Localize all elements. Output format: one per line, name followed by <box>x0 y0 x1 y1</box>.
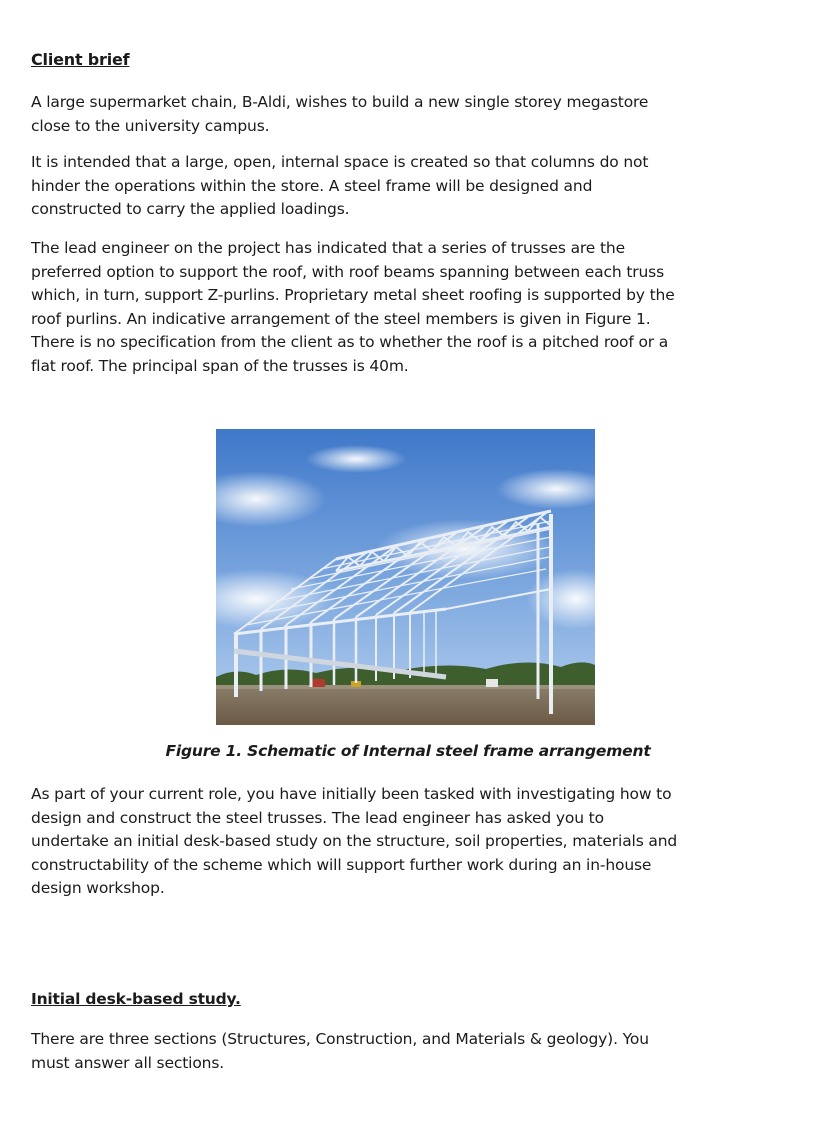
desk-study-heading: Initial desk-based study. <box>31 990 241 1008</box>
text-line: must answer all sections. <box>31 1053 225 1072</box>
text-line: It is intended that a large, open, internal space is created so that columns do not <box>31 153 649 171</box>
text-line: hinder the operations within the store. A steel frame will be designed and <box>31 176 593 195</box>
text-line: constructability of the scheme which will support further work during an in-house <box>31 855 652 874</box>
text-line: A large supermarket chain, B-Aldi, wishes to build a new single storey megastore <box>31 93 649 111</box>
client-brief-heading: Client brief <box>31 50 130 69</box>
text-line: close to the university campus. <box>31 116 270 135</box>
text-line: flat roof. The principal span of the trusses is 40m. <box>31 356 409 375</box>
text-line: constructed to carry the applied loadings. <box>31 200 350 218</box>
steel-frame-photo <box>216 429 595 725</box>
text-line: As part of your current role, you have initially been tasked with investigating how to <box>31 785 672 803</box>
client-brief-paragraph-3 <box>31 237 781 378</box>
text-line: undertake an initial desk-based study on the structure, soil properties, materials and <box>31 832 678 850</box>
figure-caption: Figure 1. Schematic of Internal steel frame arrangement <box>165 742 651 760</box>
desk-study-paragraph <box>31 1028 781 1075</box>
text-line: design workshop. <box>31 879 165 897</box>
text-line: There is no specification from the client as to whether the roof is a pitched roof or a <box>31 333 669 351</box>
client-brief-paragraph-1 <box>31 91 781 138</box>
text-line: preferred option to support the roof, with roof beams spanning between each truss <box>31 262 665 281</box>
role-paragraph <box>31 783 781 901</box>
text-line: There are three sections (Structures, Construction, and Materials & geology). You <box>31 1030 649 1048</box>
text-line: The lead engineer on the project has indicated that a series of trusses are the <box>31 239 625 257</box>
text-line: which, in turn, support Z-purlins. Proprietary metal sheet roofing is supported by the <box>31 286 675 304</box>
text-line: roof purlins. An indicative arrangement of the steel members is given in Figure 1. <box>31 309 651 328</box>
text-line: design and construct the steel trusses. The lead engineer has asked you to <box>31 808 604 827</box>
client-brief-paragraph-2 <box>31 151 781 222</box>
